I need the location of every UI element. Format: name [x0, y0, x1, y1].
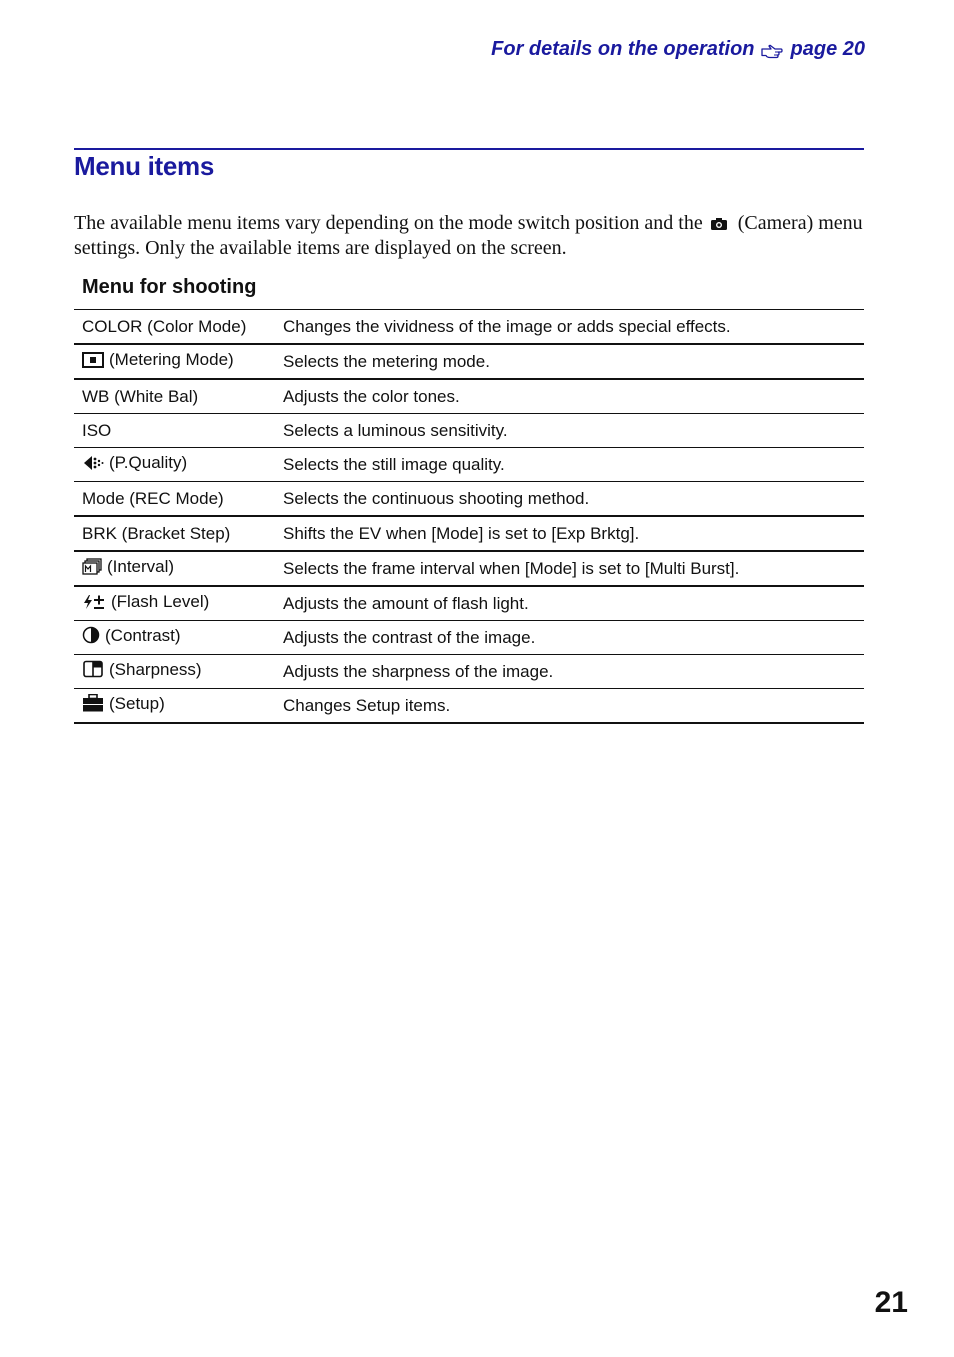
menu-item-name: WB (White Bal) [74, 379, 275, 414]
table-row [74, 689, 864, 724]
table-row [74, 621, 864, 655]
menu-item-cell [74, 551, 275, 586]
sharpness-icon [82, 660, 104, 683]
menu-item-name: (Flash Level) [111, 592, 210, 611]
section-divider [74, 148, 864, 150]
menu-item-description: Selects the frame interval when [Mode] is set to [Multi Burst]. [275, 551, 864, 586]
table-row [74, 379, 864, 414]
table-row [74, 551, 864, 586]
menu-item-name: (Contrast) [105, 626, 181, 645]
interval-icon [82, 558, 102, 580]
setup-icon [82, 694, 104, 717]
table-row [74, 586, 864, 621]
menu-item-cell [74, 655, 275, 689]
menu-item-cell [74, 448, 275, 482]
contrast-icon [82, 626, 100, 649]
menu-item-name: ISO [74, 414, 275, 448]
menu-item-description: Changes Setup items. [275, 689, 864, 724]
intro-text-part2: (Camera) menu settings. Only the available items are displayed on the screen. [74, 212, 863, 259]
page-number: 21 [874, 1286, 908, 1319]
table-row [74, 482, 864, 517]
table-heading: Menu for shooting [82, 276, 257, 298]
pointing-hand-icon [761, 42, 783, 58]
menu-item-cell [74, 344, 275, 379]
table-row [74, 414, 864, 448]
menu-item-description: Selects the still image quality. [275, 448, 864, 482]
menu-item-name: (Interval) [107, 557, 175, 576]
menu-item-description: Adjusts the amount of flash light. [275, 586, 864, 621]
menu-item-cell [74, 689, 275, 724]
picture-quality-icon [82, 455, 104, 476]
table-row [74, 655, 864, 689]
menu-item-description: Changes the vividness of the image or adds special effects. [275, 310, 864, 345]
table-row [74, 344, 864, 379]
menu-item-name: (Metering Mode) [109, 350, 234, 369]
menu-item-description: Selects the continuous shooting method. [275, 482, 864, 517]
table-row [74, 516, 864, 551]
intro-text-part1: The available menu items vary depending on the mode switch position and the [74, 212, 703, 234]
menu-item-name: (Setup) [109, 694, 165, 713]
flash-level-icon [82, 594, 106, 615]
menu-item-description: Selects the metering mode. [275, 344, 864, 379]
menu-item-name: (P.Quality) [109, 453, 188, 472]
menu-item-name: BRK (Bracket Step) [74, 516, 275, 551]
table-row [74, 448, 864, 482]
menu-item-cell [74, 586, 275, 621]
menu-item-name: (Sharpness) [109, 660, 202, 679]
menu-item-name: COLOR (Color Mode) [74, 310, 275, 345]
cross-reference-text: For details on the operation [491, 38, 755, 60]
menu-item-description: Shifts the EV when [Mode] is set to [Exp Brktg]. [275, 516, 864, 551]
menu-item-name: Mode (REC Mode) [74, 482, 275, 517]
metering-mode-icon [82, 352, 104, 373]
section-title: Menu items [74, 151, 215, 181]
menu-item-description: Adjusts the contrast of the image. [275, 621, 864, 655]
intro-paragraph [74, 212, 874, 260]
cross-reference-header [491, 38, 865, 61]
camera-icon [710, 214, 728, 237]
menu-item-description: Selects a luminous sensitivity. [275, 414, 864, 448]
table-row [74, 310, 864, 345]
cross-reference-page-link[interactable]: page 20 [790, 38, 865, 60]
menu-items-table [74, 309, 864, 724]
menu-item-description: Adjusts the color tones. [275, 379, 864, 414]
menu-item-cell [74, 621, 275, 655]
menu-item-description: Adjusts the sharpness of the image. [275, 655, 864, 689]
